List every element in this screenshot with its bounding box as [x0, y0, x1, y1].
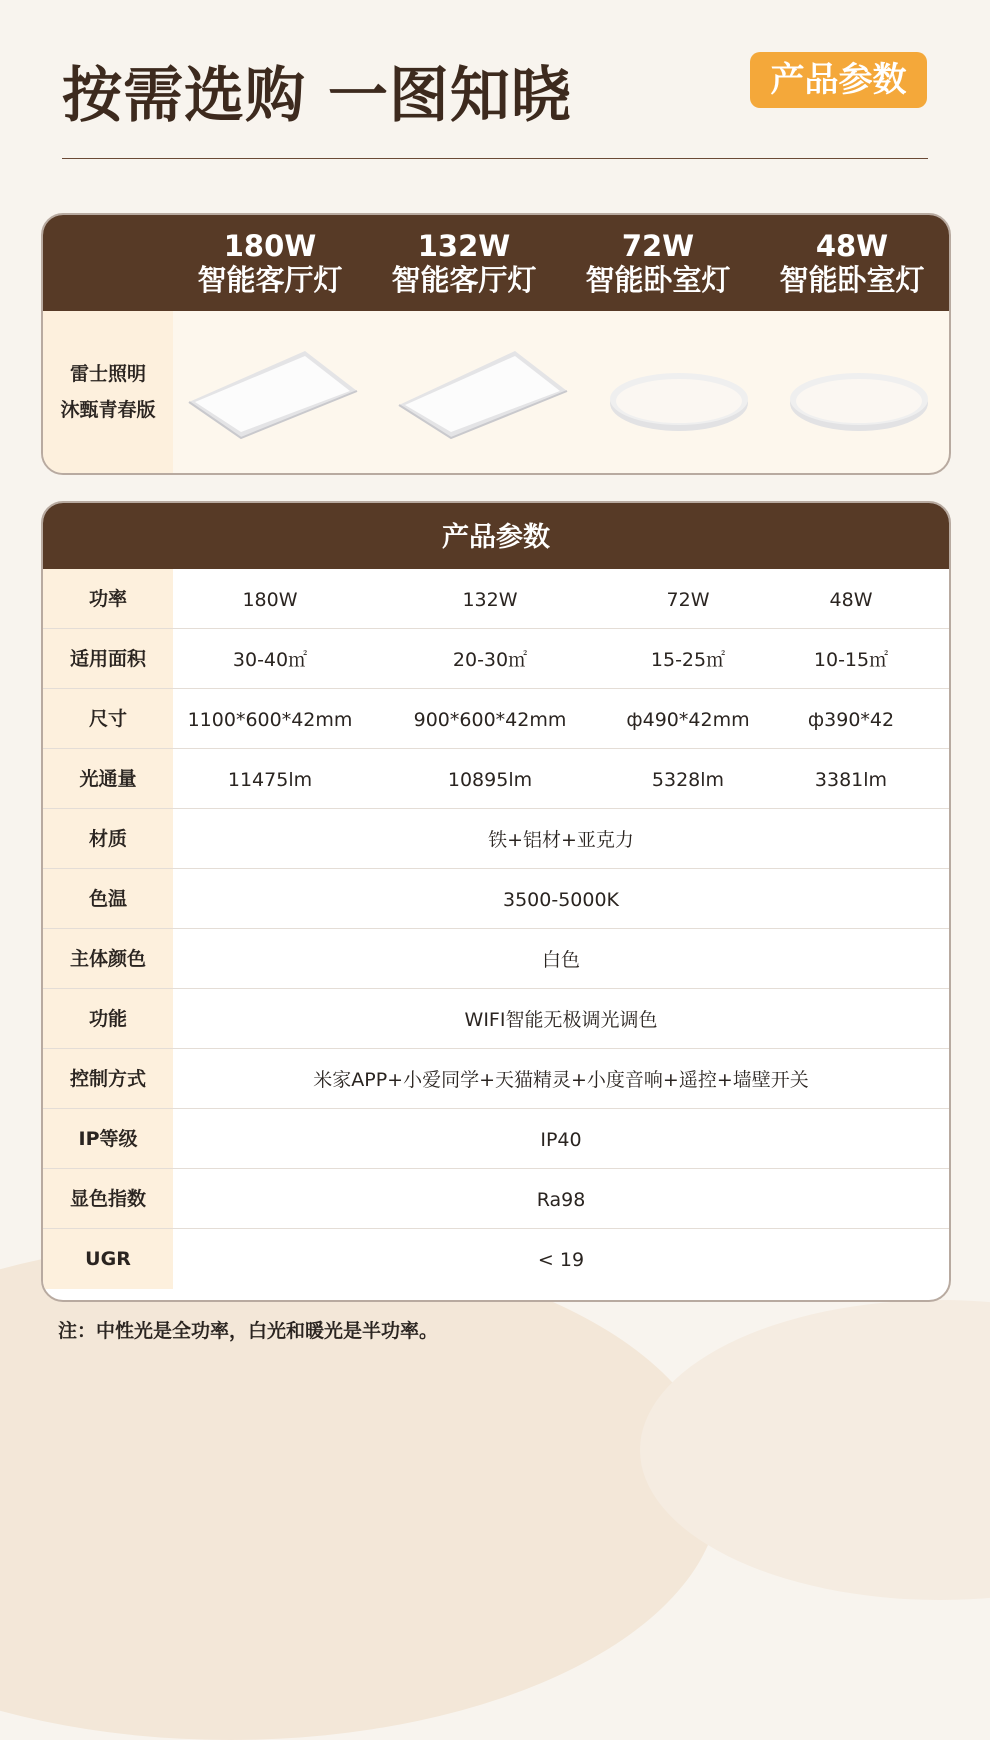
- spec-cell: 5328lm: [651, 769, 725, 791]
- spec-row-label: 光通量: [43, 749, 173, 809]
- spec-cell: 900*600*42mm: [413, 709, 567, 731]
- spec-row: [43, 689, 949, 749]
- product-column-1: [173, 229, 367, 297]
- background-arc: [0, 1240, 720, 1740]
- spec-cell: 48W: [829, 589, 873, 611]
- product-column-4: [755, 229, 949, 297]
- spec-cell: 20-30㎡: [452, 649, 528, 671]
- spec-cell-merged: 米家APP+小爱同学+天猫精灵+小度音响+遥控+墙壁开关: [313, 1069, 809, 1091]
- spec-row-label: 色温: [43, 869, 173, 929]
- footnote: 注：中性光是全功率，白光和暖光是半功率。: [58, 1320, 439, 1342]
- spec-cell: 180W: [242, 589, 298, 611]
- spec-row-label: 功能: [43, 989, 173, 1049]
- round-light-image-2: [781, 311, 941, 473]
- product-column-3: [561, 229, 755, 297]
- spec-cell-merged: < 19: [537, 1249, 585, 1271]
- spec-cell: ф490*42mm: [626, 709, 750, 731]
- spec-cell: 11475lm: [227, 769, 313, 791]
- spec-cell-merged: IP40: [540, 1129, 582, 1151]
- spec-row: [43, 569, 949, 629]
- spec-row: [43, 809, 949, 869]
- rectangular-light-image-1: [173, 311, 367, 473]
- spec-cell: 15-25㎡: [650, 649, 726, 671]
- spec-row: [43, 629, 949, 689]
- spec-table-title: 产品参数: [43, 503, 949, 569]
- spec-table: [41, 501, 951, 1302]
- product-header-bar: [43, 215, 949, 311]
- product-name: 智能客厅灯: [391, 263, 537, 297]
- spec-row: [43, 1229, 949, 1289]
- spec-row-label: 主体颜色: [43, 929, 173, 989]
- spec-row-label: IP等级: [43, 1109, 173, 1169]
- spec-cell: 1100*600*42mm: [187, 709, 353, 731]
- spec-row: [43, 989, 949, 1049]
- spec-row-label: 尺寸: [43, 689, 173, 749]
- spec-row-label: 显色指数: [43, 1169, 173, 1229]
- round-light-image-1: [599, 311, 759, 473]
- brand-line-2: 沐甄青春版: [60, 399, 156, 421]
- spec-row-label: 材质: [43, 809, 173, 869]
- spec-cell: 10-15㎡: [813, 649, 889, 671]
- product-watt: 48W: [815, 229, 889, 263]
- spec-row-label: UGR: [43, 1229, 173, 1289]
- spec-cell: 132W: [462, 589, 518, 611]
- spec-cell: 10895lm: [447, 769, 533, 791]
- spec-row: [43, 1169, 949, 1229]
- spec-row: [43, 869, 949, 929]
- spec-row: [43, 1109, 949, 1169]
- product-watt: 132W: [417, 229, 511, 263]
- spec-cell-merged: WIFI智能无极调光调色: [464, 1009, 658, 1031]
- spec-cell-merged: 铁+铝材+亚克力: [488, 829, 634, 851]
- spec-row-label: 功率: [43, 569, 173, 629]
- brand-line-1: 雷士照明: [69, 363, 146, 385]
- product-name: 智能卧室灯: [779, 263, 925, 297]
- product-watt: 72W: [621, 229, 695, 263]
- product-overview-card: [41, 213, 951, 475]
- spec-cell: ф390*42: [807, 709, 895, 731]
- params-tag: 产品参数: [750, 52, 927, 108]
- product-image-row: [43, 311, 949, 473]
- spec-row: [43, 749, 949, 809]
- product-name: 智能卧室灯: [585, 263, 731, 297]
- brand-label: [43, 311, 173, 473]
- product-name: 智能客厅灯: [197, 263, 343, 297]
- title-divider: [62, 158, 928, 159]
- spec-row: [43, 1049, 949, 1109]
- product-column-2: [367, 229, 561, 297]
- spec-cell-merged: 3500-5000K: [502, 889, 620, 911]
- page-title: 按需选购 一图知晓: [62, 61, 572, 131]
- product-watt: 180W: [223, 229, 317, 263]
- spec-cell: 72W: [666, 589, 710, 611]
- spec-row-label: 适用面积: [43, 629, 173, 689]
- spec-cell-merged: Ra98: [536, 1189, 586, 1211]
- spec-row-label: 控制方式: [43, 1049, 173, 1109]
- rectangular-light-image-2: [389, 311, 583, 473]
- spec-cell: 3381lm: [814, 769, 888, 791]
- spec-row: [43, 929, 949, 989]
- spec-cell-merged: 白色: [541, 949, 580, 971]
- spec-cell: 30-40㎡: [232, 649, 308, 671]
